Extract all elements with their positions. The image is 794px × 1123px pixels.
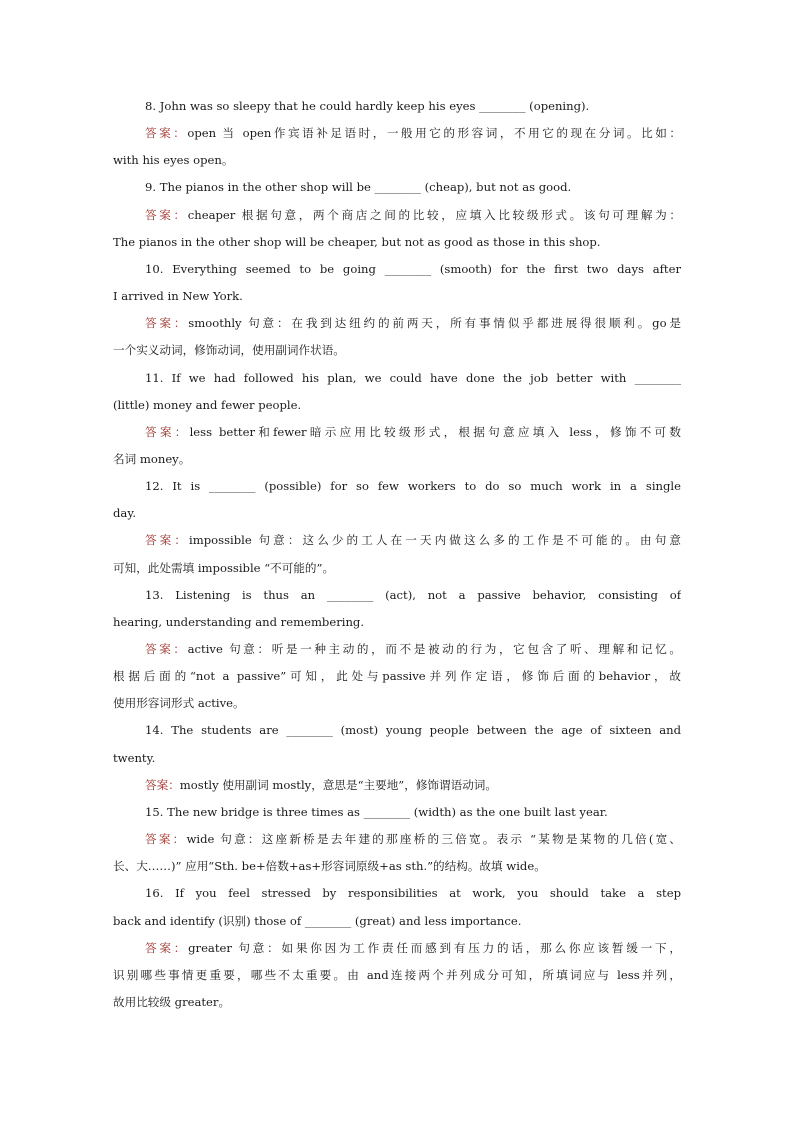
answer-text-continued: 故用比较级 greater。 — [113, 994, 231, 1009]
answer-text: open 当 open作宾语补足语时，一般用它的形容词，不用它的现在分词。比如： — [187, 126, 681, 141]
answer-line — [145, 938, 681, 958]
answer-line — [145, 422, 681, 442]
answer-text-continued: with his eyes open。 — [113, 153, 234, 168]
answer-text-continued: The pianos in the other shop will be cheaper, but not as good as those in this shop. — [113, 234, 601, 249]
question-text: 9. The pianos in the other shop will be ________ (cheap), but not as good. — [145, 180, 572, 195]
question-text: 16. If you feel stressed by responsibilities at work, you should take a step — [145, 886, 681, 901]
answer-label: 答案： — [145, 424, 190, 439]
answer-text: impossible 句意：这么少的工人在一天内做这么多的工作是不可能的。由句意 — [189, 533, 681, 548]
answer-text-continued: 根据后面的“not a passive”可知，此处与passive并列作定语，修饰后面的behavior，故 — [113, 669, 681, 684]
answer-label: 答案： — [145, 207, 188, 222]
question-text-continued: back and identify (识别) those of ________ (great) and less importance. — [113, 913, 522, 928]
question-text: 13. Listening is thus an ________ (act), not a passive behavior, consisting of — [145, 587, 681, 602]
answer-line — [145, 205, 681, 225]
question-text-continued: hearing, understanding and remembering. — [113, 614, 365, 629]
answer-label: 答案： — [145, 316, 189, 331]
question-text-continued: twenty. — [113, 750, 156, 765]
answer-text: cheaper 根据句意，两个商店之间的比较，应填入比较级形式。该句可理解为： — [187, 207, 681, 222]
answer-line — [145, 123, 681, 143]
answer-text-continued: 使用形容词形式 active。 — [113, 696, 245, 711]
answer-text: mostly 使用副词 mostly，意思是“主要地”，修饰谓语动词。 — [179, 777, 497, 792]
question-text-continued: (little) money and fewer people. — [113, 397, 302, 412]
answer-label: 答案： — [145, 533, 190, 548]
answer-text: active 句意：听是一种主动的，而不是被动的行为，它包含了听、理解和记忆。 — [187, 642, 681, 656]
answer-text-continued: 一个实义动词，修饰动词，使用副词作状语。 — [113, 343, 345, 358]
answer-line — [145, 313, 681, 333]
answer-label: 答案： — [145, 126, 188, 141]
answer-text: smoothly 句意：在我到达纽约的前两天，所有事情似乎都进展得很顺利。go是 — [188, 316, 681, 331]
question-text-continued: I arrived in New York. — [113, 289, 243, 303]
answer-line — [145, 530, 681, 550]
answer-text-continued: 名词 money。 — [113, 451, 191, 466]
answer-line — [145, 639, 681, 659]
answer-text: greater 句意：如果你因为工作责任而感到有压力的话，那么你应该暂缓一下， — [188, 940, 681, 955]
answer-text: less better和fewer暗示应用比较级形式，根据句意应填入 less，修饰不可数 — [189, 424, 681, 439]
answer-line — [145, 829, 681, 849]
question-text: 14. The students are ________ (most) young people between the age of sixteen and — [145, 723, 681, 738]
answer-text-continued: 长、大……)” 应用“Sth. be+倍数+as+形容词原级+as sth.”的结构。故填 wide。 — [113, 859, 546, 874]
answer-text: wide 句意：这座新桥是去年建的那座桥的三倍宽。表示 “某物是某物的几倍(宽、 — [186, 832, 681, 846]
question-text: 8. John was so sleepy that he could hardly keep his eyes ________ (opening). — [145, 99, 590, 113]
question-text: 12. It is ________ (possible) for so few workers to do so much work in a single — [145, 479, 681, 494]
question-text: 10. Everything seemed to be going ________ (smooth) for the first two days after — [145, 261, 681, 276]
answer-line — [145, 775, 681, 795]
answer-label: 答案： — [145, 940, 189, 955]
answer-text-continued: 识别哪些事情更重要，哪些不太重要。由 and连接两个并列成分可知，所填词应与 less并列， — [113, 967, 681, 982]
answer-label: 答案： — [145, 777, 180, 792]
answer-label: 答案： — [145, 642, 188, 656]
answer-label: 答案： — [145, 832, 187, 846]
question-text: 11. If we had followed his plan, we could have done the job better with ________ — [145, 370, 681, 385]
question-text: 15. The new bridge is three times as ________ (width) as the one built last year. — [145, 804, 608, 819]
answer-text-continued: 可知，此处需填 impossible “不可能的”。 — [113, 560, 335, 575]
question-text-continued: day. — [113, 506, 137, 521]
